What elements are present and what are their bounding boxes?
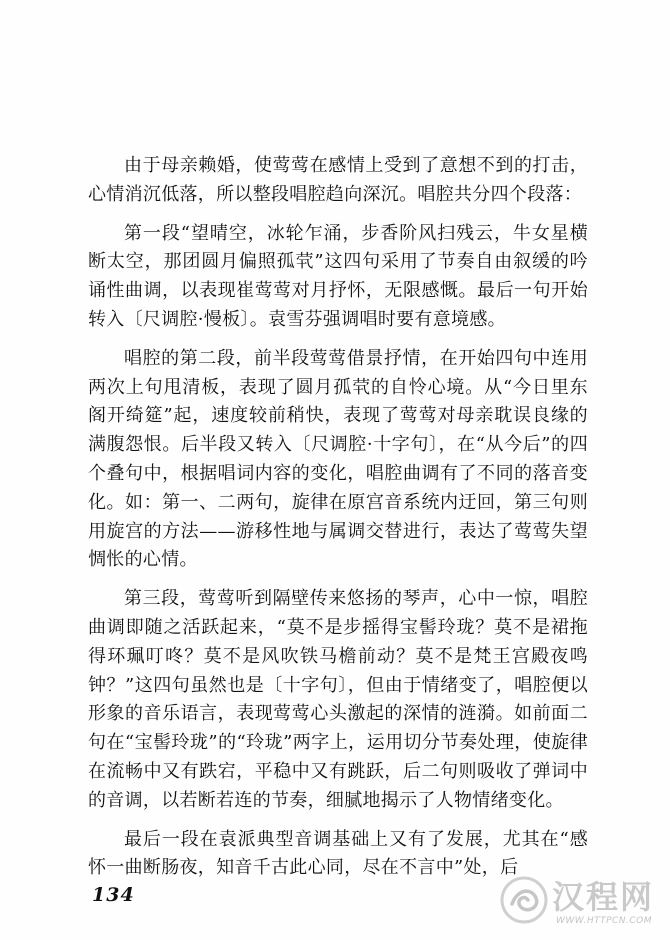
paragraph-5: 最后一段在袁派典型音调基础上又有了发展，尤其在“感怀一曲断肠夜，知音千古此心同，尽在不言中”处，后 [88,828,588,879]
body-text [88,152,588,893]
page-number: 134 [92,884,135,906]
watermark-title: 汉程网 [552,878,655,916]
watermark-url: WWW.HTTPCN.COM [556,916,653,926]
watermark-logo-icon [498,874,550,926]
site-watermark [498,872,668,936]
paragraph-2: 第一段“望晴空，冰轮乍涌，步香阶风扫残云，牛女星横断太空，那团圆月偏照孤茕”这四句采用了节奏自由叙缓的吟诵性曲调，以表现崔莺莺对月抒怀，无限感慨。最后一句开始转入〔尺调腔·慢板〕。袁雪芬强调唱时要有意境感。 [88,222,588,330]
paragraph-1: 由于母亲赖婚，使莺莺在感情上受到了意想不到的打击，心情消沉低落，所以整段唱腔趋向深沉。唱腔共分四个段落： [88,155,588,205]
paragraph-3: 唱腔的第二段，前半段莺莺借景抒情，在开始四句中连用两次上句甩清板，表现了圆月孤茕的自怜心境。从“今日里东阁开绮筵”起，速度较前稍快，表现了莺莺对母亲耽误良缘的满腹怨恨。后半段又转入〔尺调腔·十字句〕，在“从今后”的四个叠句中，根据唱词内容的变化，唱腔曲调有了不同的落音变化。如：第一、二两句，旋律在原宫音系统内迂回，第三句则用旋宫的方法——游移性地与属调交替进行，表达了莺莺失望惆怅的心情。 [88,347,588,571]
paragraph-4: 第三段，莺莺听到隔壁传来悠扬的琴声，心中一惊，唱腔曲调即随之活跃起来，“莫不是步摇得宝髻玲珑？莫不是裙拖得环珮叮咚？莫不是风吹铁马檐前动？莫不是梵王宫殿夜鸣钟？”这四句虽然也是〔十字句〕，但由于情绪变了，唱腔便以形象的音乐语言，表现莺莺心头激起的深情的涟漪。如前面二句在“宝髻玲珑”的“玲珑”两字上，运用切分节奏处理，使旋律在流畅中又有跌宕，平稳中又有跳跃，后二句则吸收了弹词中的音调，以若断若连的节奏，细腻地揭示了人物情绪变化。 [88,588,588,811]
